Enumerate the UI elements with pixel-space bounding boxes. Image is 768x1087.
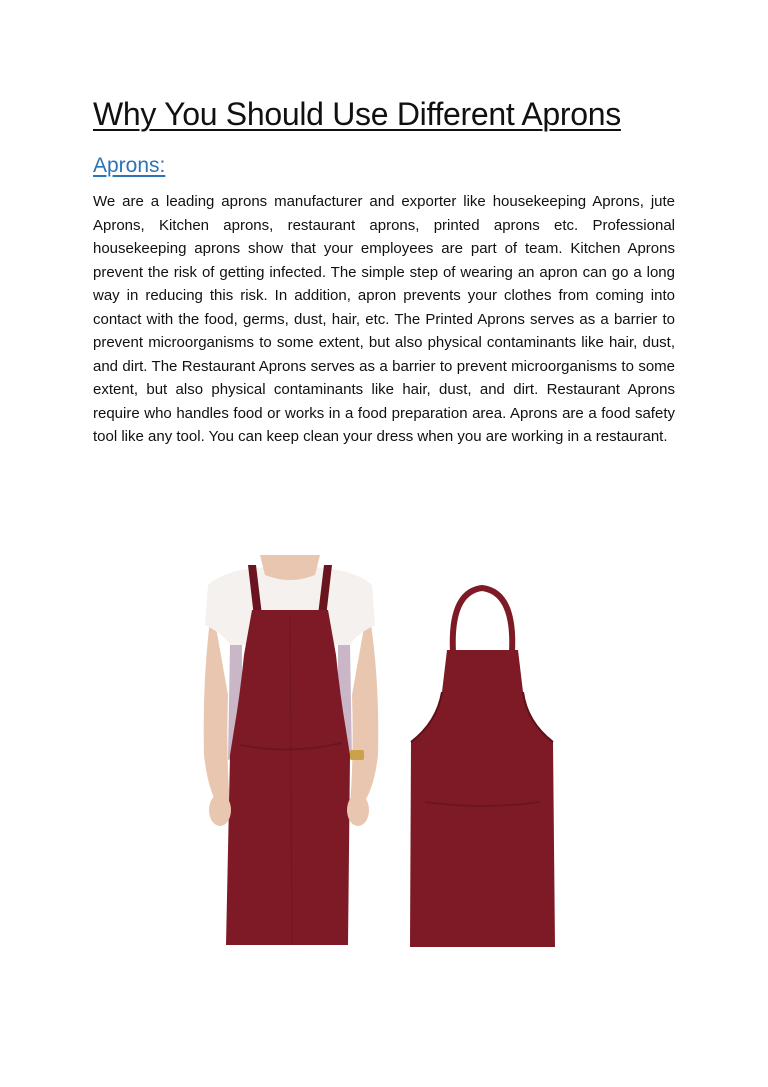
- body-paragraph: We are a leading aprons manufacturer and exporter like housekeeping Aprons, jute Aprons, Kitchen aprons, restaurant aprons, printed aprons etc. Professional housekeeping aprons show that your employees are part of team. Kitchen Aprons prevent the risk of getting infected. The simple step of wearing an apron can go a long way in reducing this risk. In addition, apron prevents your clothes from coming into contact with the food, germs, dust, hair, etc. The Printed Aprons serves as a barrier to prevent microorganisms to some extent, but also physical contaminants like hair, dust, and dirt. The Restaurant Aprons serves as a barrier to prevent microorganisms to some extent, but also physical contaminants like hair, dust, and dirt. Restaurant Aprons require who handles food or works in a food preparation area. Aprons are a food safety tool like any tool. You can keep clean your dress when you are working in a restaurant.: [93, 193, 675, 445]
- apron-worn-photo: [190, 555, 390, 945]
- section-heading: Aprons:: [93, 154, 166, 177]
- apron-product-illustration: [405, 582, 560, 947]
- page-title: Why You Should Use Different Aprons: [93, 96, 621, 132]
- apron-product-photo: [405, 582, 560, 947]
- apron-worn-illustration: [190, 555, 390, 945]
